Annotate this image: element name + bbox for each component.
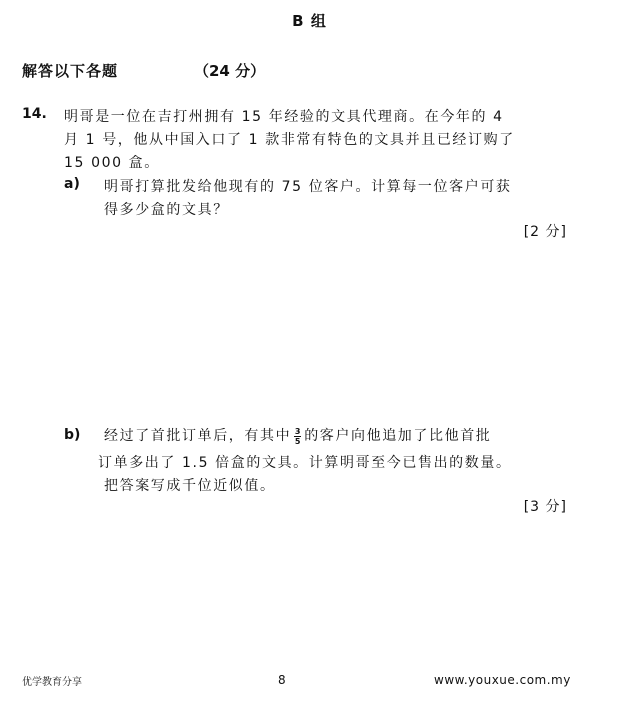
question-stem-line-1: 明哥是一位在吉打州拥有 15 年经验的文具代理商。在今年的 4 [64,109,504,125]
part-b-line-3: 把答案写成千位近似值。 [104,478,276,494]
instruction-total-marks: （24 分） [194,62,266,80]
fraction-denominator: 5 [294,436,301,446]
question-stem-line-3: 15 000 盒。 [64,155,160,171]
part-b-label: b) [64,427,81,443]
part-b-marks: [3 分] [523,499,567,515]
part-a-marks: [2 分] [523,224,567,240]
instruction-heading: 解答以下各题 [22,62,119,80]
section-title: B 组 [292,12,327,30]
part-b-line-1 [104,423,491,449]
part-b-line-2: 订单多出了 1.5 倍盒的文具。计算明哥至今已售出的数量。 [98,455,512,471]
fraction [294,427,301,446]
question-number: 14. [22,106,47,122]
part-a-line-1: 明哥打算批发给他现有的 75 位客户。计算每一位客户可获 [104,179,512,195]
part-b-line-1-before: 经过了首批订单后，有其中 [104,428,292,444]
footer-website-link[interactable]: www.youxue.com.my [434,673,571,687]
part-b-line-1-after: 的客户向他追加了比他首批 [304,428,492,444]
fraction-numerator: 3 [294,426,301,436]
part-a-line-2: 得多少盒的文具？ [104,202,229,218]
part-a-label: a) [64,176,80,192]
question-stem-line-2: 月 1 号，他从中国入口了 1 款非常有特色的文具并且已经订购了 [64,132,515,148]
page-number: 8 [278,673,286,687]
footer-brand: 优学教育分享 [22,677,82,688]
